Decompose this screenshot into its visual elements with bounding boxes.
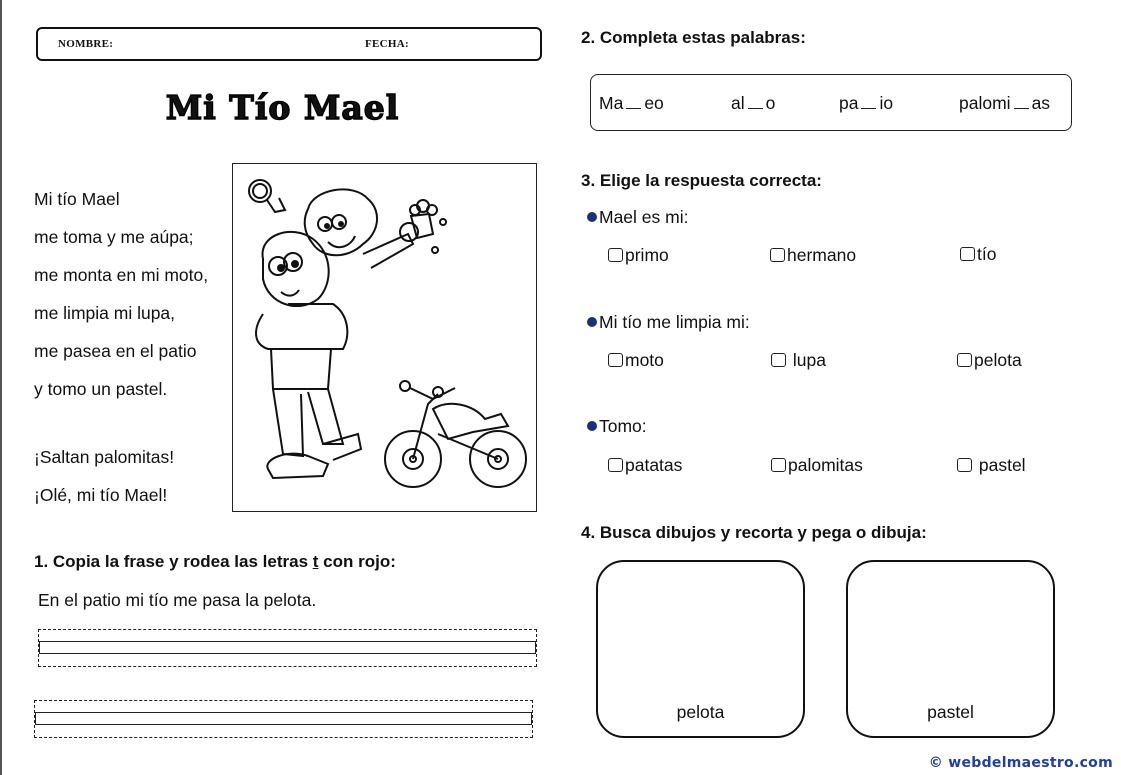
word-part: Ma [599,93,624,113]
blank-line[interactable] [861,97,876,109]
word-part: pa [839,93,859,113]
drawing-box-label: pelota [676,702,725,722]
option-checkbox[interactable] [960,244,996,265]
name-label: NOMBRE: [58,38,114,50]
question-prompt: Mael es mi: [599,207,689,227]
option-checkbox[interactable] [770,245,856,266]
story-illustration [232,163,537,512]
option-checkbox[interactable] [957,455,1026,476]
poem-line: Mi tío Mael [34,189,120,209]
option-label: pastel [978,455,1026,475]
writing-line-2[interactable] [34,700,533,738]
word-part: palomi [959,93,1011,113]
option-label: palomitas [788,455,863,475]
writing-line-1[interactable] [38,629,537,667]
poem-line: me pasea en el patio [34,341,197,361]
option-checkbox[interactable] [608,350,664,371]
word-fill-2[interactable] [731,93,775,114]
site-credit: © webdelmaestro.com [928,755,1113,771]
highlight-letter: t [312,552,319,571]
word-part: al [731,93,745,113]
word-part: o [765,93,776,113]
option-checkbox[interactable] [608,455,682,476]
checkbox-icon[interactable] [771,458,786,472]
word-fill-1[interactable] [599,93,664,114]
checkbox-icon[interactable] [957,458,972,472]
word-part: eo [644,93,664,113]
option-label: hermano [787,245,857,265]
exercise-3-title: 3. Elige la respuesta correcta: [581,171,822,190]
blank-line[interactable] [748,97,763,109]
checkbox-icon[interactable] [608,458,623,472]
exercise-4-title: 4. Busca dibujos y recorta y pega o dibuja: [581,523,927,542]
exercise-1-title-text: 1. Copia la frase y rodea las letras [34,552,313,571]
question-prompt: Mi tío me limpia mi: [599,312,750,332]
magnifier-icon [249,180,285,212]
complete-words-box [590,74,1072,131]
blank-line[interactable] [626,97,641,109]
word-fill-3[interactable] [839,93,893,114]
poem-line: y tomo un pastel. [34,379,168,399]
option-label: primo [625,245,669,265]
option-label: patatas [625,455,683,475]
worksheet-title: Mi Tío Mael [165,88,400,127]
poem-line: ¡Olé, mi tío Mael! [34,485,168,505]
word-part: as [1031,93,1051,113]
drawing-box-label: pastel [927,702,974,722]
bullet-icon [587,317,597,327]
exercise-1-title-text-end: con rojo: [318,552,396,571]
poem-line [34,415,208,445]
poem-line: me limpia mi lupa, [34,303,176,323]
poem-line: me toma y me aúpa; [34,227,194,247]
writing-band [35,712,532,725]
checkbox-icon[interactable] [608,248,623,262]
option-label: moto [625,350,664,370]
poem [34,187,208,521]
option-checkbox[interactable] [771,350,826,371]
drawing-box-pastel[interactable] [846,560,1055,738]
writing-band [39,641,536,654]
blank-line[interactable] [1014,97,1029,109]
motorbike-icon [385,381,526,487]
copy-phrase: En el patio mi tío me pasa la pelota. [38,590,317,610]
checkbox-icon[interactable] [960,247,975,261]
date-label: FECHA: [365,38,409,50]
bullet-icon [587,212,597,222]
question-2 [587,312,750,333]
poem-line: me monta en mi moto, [34,265,209,285]
word-part: io [879,93,894,113]
bullet-icon [587,421,597,431]
exercise-2-title: 2. Completa estas palabras: [581,28,806,47]
option-checkbox[interactable] [771,455,863,476]
checkbox-icon[interactable] [771,353,786,367]
poem-line: ¡Saltan palomitas! [34,447,175,467]
exercise-1-title [34,552,396,572]
option-checkbox[interactable] [957,350,1022,371]
option-label: tío [977,244,997,264]
checkbox-icon[interactable] [770,248,785,262]
checkbox-icon[interactable] [608,353,623,367]
option-label: lupa [792,350,826,370]
checkbox-icon[interactable] [957,353,972,367]
page-left-border [0,0,2,775]
option-label: pelota [974,350,1022,370]
question-1 [587,207,688,228]
option-checkbox[interactable] [608,245,669,266]
question-3 [587,416,647,437]
drawing-box-pelota[interactable] [596,560,805,738]
name-date-box [36,27,542,61]
word-fill-4[interactable] [959,93,1050,114]
question-prompt: Tomo: [599,416,647,436]
